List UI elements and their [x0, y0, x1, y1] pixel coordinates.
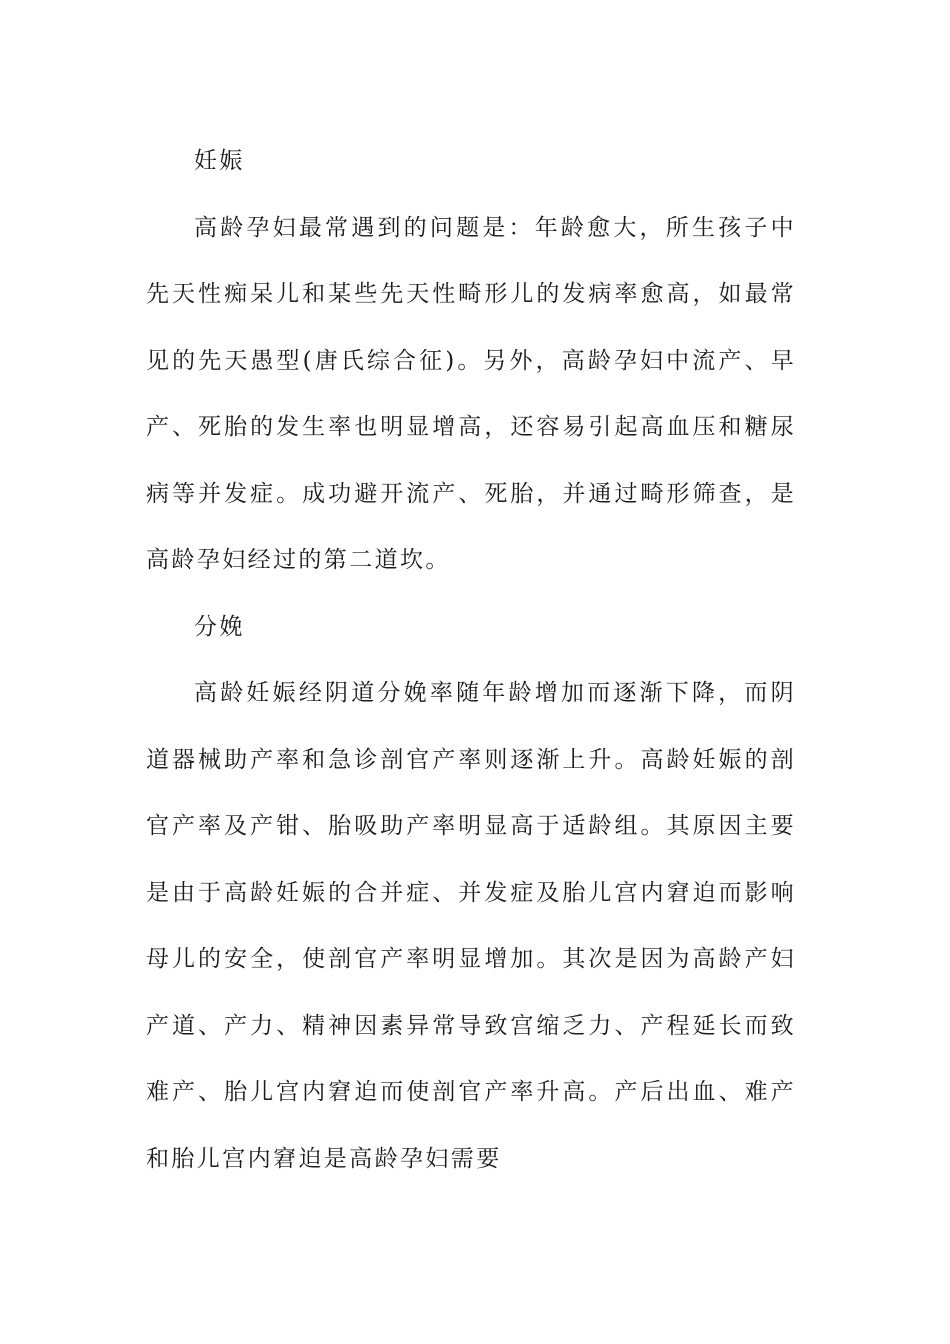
section-heading-pregnancy: 妊娠 — [194, 148, 245, 174]
paragraph-pregnancy-risks: 高龄孕妇最常遇到的问题是：年龄愈大，所生孩子中先天性痴呆儿和某些先天性畸形儿的发病率愈高，如最常见的先天愚型(唐氏综合征)。另外，高龄孕妇中流产、早产、死胎的发生率也明显增高，还容易引起高血压和糖尿病等并发症。成功避开流产、死胎，并通过畸形筛查，是高龄孕妇经过的第二道坎。 — [146, 214, 796, 573]
document-body — [146, 128, 796, 1192]
paragraph-delivery-risks: 高龄妊娠经阴道分娩率随年龄增加而逐渐下降，而阴道器械助产率和急诊剖官产率则逐渐上升。高龄妊娠的剖官产率及产钳、胎吸助产率明显高于适龄组。其原因主要是由于高龄妊娠的合并症、并发症及胎儿宫内窘迫而影响母儿的安全，使剖官产率明显增加。其次是因为高龄产妇产道、产力、精神因素异常导致宫缩乏力、产程延长而致难产、胎儿宫内窘迫而使剖官产率升高。产后出血、难产和胎儿宫内窘迫是高龄孕妇需要 — [146, 680, 796, 1172]
section-heading-delivery: 分娩 — [194, 613, 245, 640]
